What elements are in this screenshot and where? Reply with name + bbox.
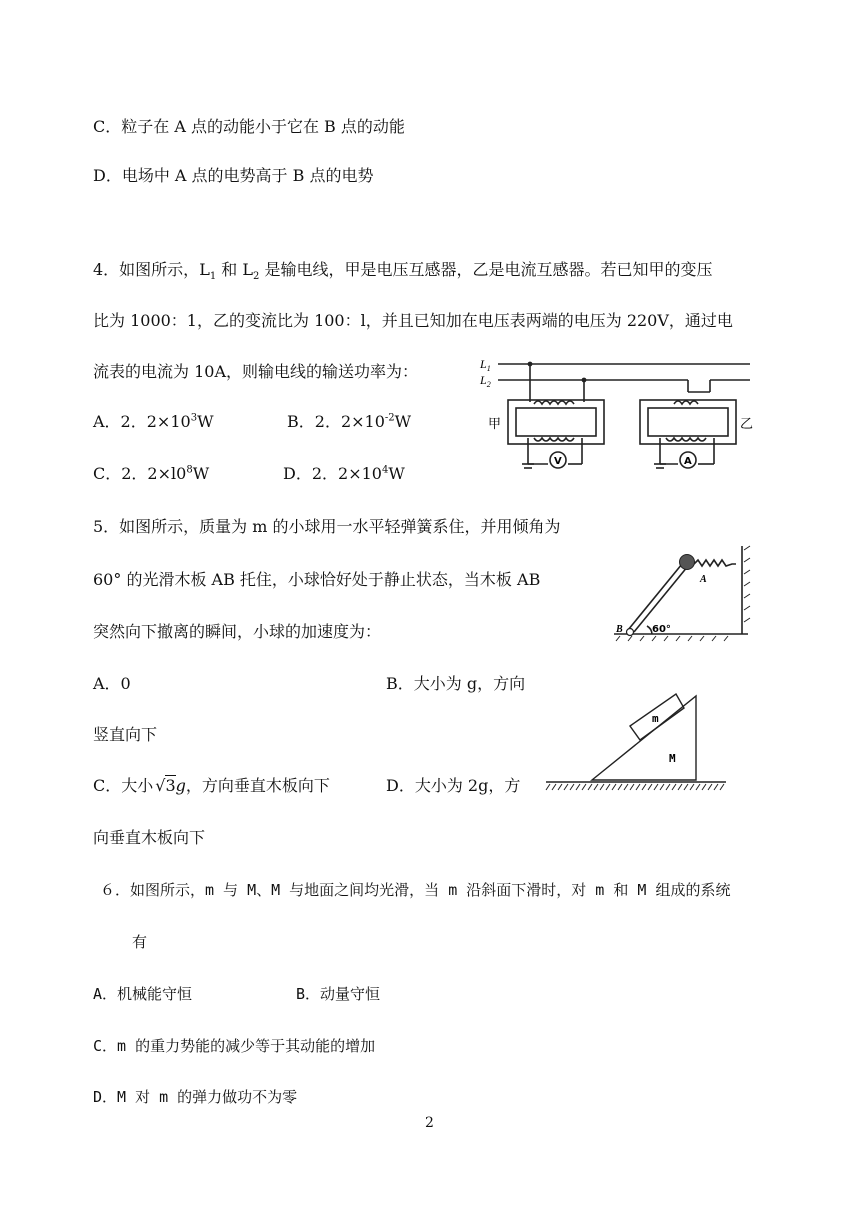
- transformer-circuit-figure: [478, 352, 764, 474]
- q4-l1-sub: 1: [209, 271, 217, 283]
- q4-stem-line1: [93, 260, 713, 283]
- q5-option-c: [93, 776, 330, 796]
- angle-label: 60°: [652, 624, 671, 635]
- voltage-transformer-window: [516, 408, 596, 436]
- q4-l2-sub: 2: [253, 271, 260, 283]
- q6-option-c: C．m 的重力势能的减少等于其动能的增加: [93, 1037, 376, 1055]
- q5-option-c-suffix: ，方向垂直木板向下: [185, 776, 330, 795]
- q6-stem-line2: 有: [132, 933, 148, 951]
- q4-option-a: [93, 412, 214, 432]
- spring-ball-figure: [606, 540, 752, 642]
- q4-option-d: [283, 464, 405, 484]
- q4-and: 和: [216, 260, 243, 279]
- q5-option-d-continued: 向垂直木板向下: [93, 828, 206, 847]
- sqrt-sign: √: [155, 776, 166, 795]
- q5-option-c-g: g: [175, 776, 186, 795]
- label-l1: $L_1$: [480, 357, 491, 373]
- q4-option-d-exp: 4: [381, 464, 389, 476]
- q6-stem-line1: ６．如图所示，m 与 M、M 与地面之间均光滑，当 m 沿斜面下滑时，对 m 和 M 组成的系统: [100, 881, 731, 899]
- board-ab-edge2: [634, 566, 688, 632]
- current-transformer-window: [648, 408, 728, 436]
- q4-option-a-value: A．2．2×10: [93, 412, 191, 431]
- q6-option-b: B．动量守恒: [296, 985, 381, 1003]
- ammeter-label: A: [684, 456, 692, 467]
- q5-option-b: B．大小为 g，方向: [386, 674, 526, 693]
- current-secondary-coil: [666, 438, 706, 441]
- q4-option-c-value: C．2．2×l0: [93, 464, 187, 483]
- q4-option-b: [287, 412, 411, 432]
- label-b: B: [616, 624, 623, 635]
- q4-option-b-exp: -2: [384, 412, 395, 424]
- q3-option-d: D．电场中 A 点的电势高于 B 点的电势: [93, 166, 374, 185]
- label-small-m: m: [652, 712, 659, 725]
- q4-stem-b: 是输电线，甲是电压互感器，乙是电流互感器。若已知甲的变压: [259, 260, 713, 279]
- q4-option-c: [93, 464, 209, 484]
- q4-option-d-unit: W: [388, 464, 405, 483]
- q4-stem-line3: 流表的电流为 10A，则输电线的输送功率为：: [93, 362, 419, 381]
- q4-l2: L: [242, 260, 253, 279]
- q5-option-c-prefix: C．大小: [93, 776, 154, 795]
- voltmeter-label: V: [554, 456, 562, 467]
- q5-option-b-continued: 竖直向下: [93, 725, 158, 744]
- q5-stem-line3: 突然向下撤离的瞬间，小球的加速度为：: [93, 622, 382, 641]
- q5-option-a: A．0: [93, 674, 131, 693]
- q4-option-c-exp: 8: [186, 464, 193, 476]
- ball: [680, 555, 695, 570]
- q4-option-b-unit: W: [394, 412, 412, 431]
- q4-option-c-unit: W: [192, 464, 210, 483]
- q6-option-d: D．M 对 m 的弹力做功不为零: [93, 1088, 298, 1106]
- q4-stem-a: 4．如图所示，: [93, 260, 200, 279]
- wedge-big-m: [592, 696, 696, 780]
- label-a: A: [700, 574, 707, 585]
- label-jia: 甲: [488, 417, 502, 432]
- q4-option-a-unit: W: [197, 412, 214, 431]
- secondary-coil: [534, 438, 574, 441]
- q4-option-a-exp: 3: [190, 412, 198, 424]
- current-transformer-core: [640, 400, 736, 444]
- board-ab-edge1: [628, 564, 682, 630]
- q5-option-d: D．大小为 2g，方: [386, 776, 521, 795]
- q6-option-a: A．机械能守恒: [93, 985, 193, 1003]
- label-big-m: M: [669, 752, 676, 765]
- q4-option-b-value: B．2．2×10: [287, 412, 385, 431]
- q3-option-c: C．粒子在 A 点的动能小于它在 B 点的动能: [93, 117, 405, 136]
- spring: [694, 560, 736, 566]
- q5-stem-line1: 5．如图所示，质量为 m 的小球用一水平轻弹簧系住，并用倾角为: [93, 517, 561, 536]
- primary-coil: [534, 401, 574, 404]
- q4-option-d-value: D．2．2×10: [283, 464, 382, 483]
- label-l2: $L_2$: [480, 373, 491, 389]
- label-yi: 乙: [740, 417, 754, 432]
- voltage-transformer-core: [508, 400, 604, 444]
- q5-stem-line2: 60° 的光滑木板 AB 托住，小球恰好处于静止状态，当木板 AB: [93, 570, 541, 589]
- wedge-block-figure: [544, 688, 728, 794]
- q4-stem-line2: 比为 1000：1，乙的变流比为 100：l，并且已知加在电压表两端的电压为 220V，通过电: [93, 311, 733, 330]
- page-number: 2: [425, 1115, 434, 1131]
- q4-l1: L: [199, 260, 210, 279]
- q5-option-c-radicand: 3: [165, 776, 176, 795]
